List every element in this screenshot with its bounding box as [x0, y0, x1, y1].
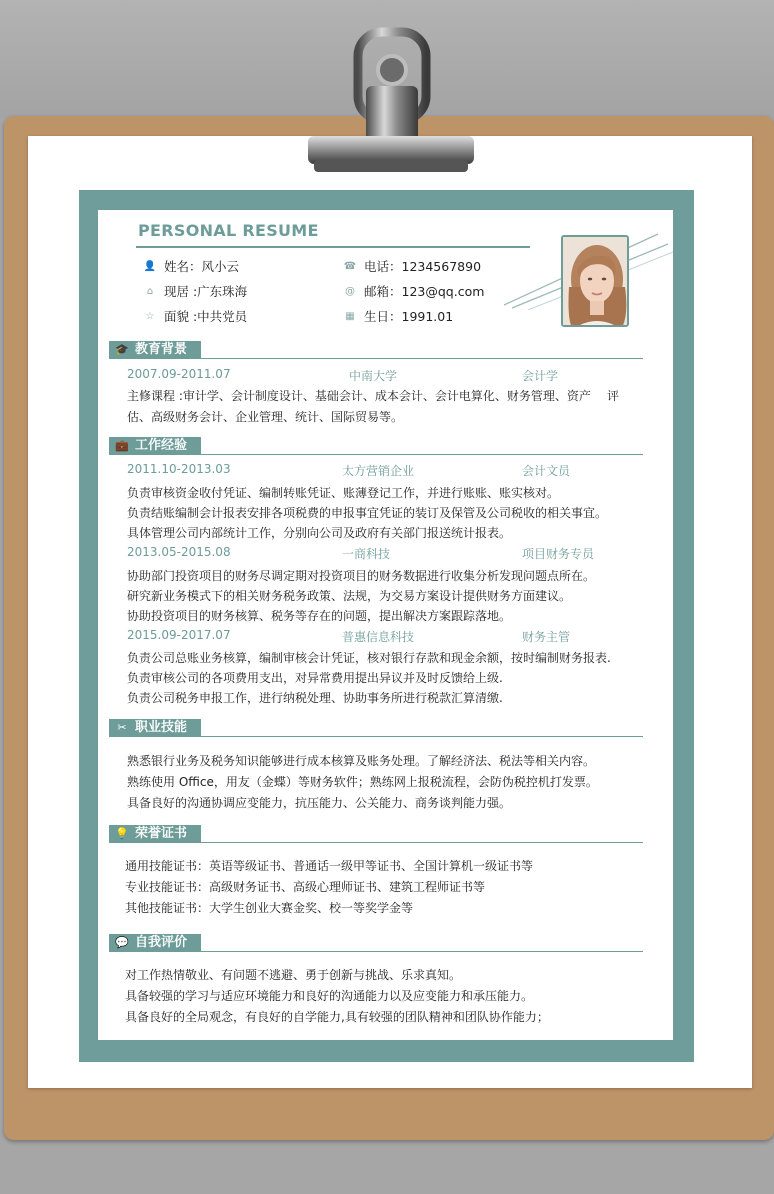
graduation-cap-icon: 🎓 [115, 343, 129, 356]
lightbulb-icon: 💡 [115, 827, 129, 840]
evaluation-line: 具备较强的学习与适应环境能力和良好的沟通能力以及应变能力和承压能力。 [125, 989, 534, 1003]
skill-line: 具备良好的沟通协调应变能力，抗压能力、公关能力、商务谈判能力强。 [127, 796, 512, 810]
section-education-header: 🎓 教育背景 [109, 341, 643, 359]
work-line: 研究新业务模式下的相关财务税务政策、法规，为交易方案设计提供财务方面建议。 [127, 589, 572, 603]
binder-clip-icon [300, 24, 480, 176]
work-date: 2015.09-2017.07 [127, 628, 231, 642]
work-date: 2013.05-2015.08 [127, 545, 231, 559]
info-name: 👤 姓名：风小云 [143, 259, 240, 274]
info-residence: ⌂ 现居 :广东珠海 [142, 282, 247, 300]
section-evaluation-header: 💬 自我评价 [109, 934, 643, 952]
work-line: 负责审核公司的各项费用支出，对异常费用提出异议并及时反馈给上级. [127, 671, 503, 685]
phone-icon: ☎ [343, 260, 357, 272]
evaluation-line: 对工作热情敬业、有问题不逃避、勇于创新与挑战、乐求真知。 [125, 968, 462, 982]
education-courses-line1: 主修课程 :审计学、会计制度设计、基础会计、成本会计、会计电算化、财务管理、资产 [127, 389, 591, 403]
honor-line: 通用技能证书：英语等级证书、普通话一级甲等证书、全国计算机一级证书等 [125, 859, 534, 873]
work-line: 负责公司总账业务核算，编制审核会计凭证，核对银行存款和现金余额，按时编制财务报表. [127, 651, 611, 665]
page-title: PERSONAL RESUME [138, 221, 319, 240]
chat-bubble-icon: 💬 [115, 936, 129, 949]
education-courses-line2: 估、高级财务会计、企业管理、统计、国际贸易等。 [127, 410, 404, 424]
portrait-icon [563, 237, 629, 327]
education-date: 2007.09-2011.07 [127, 367, 231, 381]
profile-photo [561, 235, 629, 327]
work-line: 负责结账编制会计报表安排各项税费的申报事宜凭证的装订及保管及公司税收的相关事宜。 [127, 506, 608, 520]
skill-line: 熟悉银行业务及税务知识能够进行成本核算及账务处理。了解经济法、税法等相关内容。 [127, 754, 596, 768]
work-line: 协助投资项目的财务核算、税务等存在的问题，提出解决方案跟踪落地。 [127, 609, 512, 623]
at-icon: @ [345, 285, 355, 297]
education-school: 中南大学 [349, 369, 398, 383]
work-position: 项目财务专员 [522, 547, 595, 561]
work-line: 协助部门投资项目的财务尽调定期对投资项目的财务数据进行收集分析发现问题点所在。 [127, 569, 596, 583]
user-icon: 👤 [143, 260, 157, 272]
work-position: 财务主管 [522, 630, 571, 644]
info-birthday: ▦ 生日：1991.01 [342, 307, 453, 325]
section-skills-header: ✂ 职业技能 [109, 719, 643, 737]
title-divider [136, 246, 530, 248]
resume-sheet [98, 210, 673, 1040]
info-phone: ☎ 电话：1234567890 [343, 259, 482, 274]
work-line: 具体管理公司内部统计工作，分别向公司及政府有关部门报送统计报表。 [127, 526, 512, 540]
section-work-header: 💼 工作经验 [109, 437, 643, 455]
star-icon: ☆ [145, 310, 155, 322]
work-line: 负责审核资金收付凭证、编制转账凭证、账薄登记工作，并进行账账、账实核对。 [127, 486, 560, 500]
work-date: 2011.10-2013.03 [127, 462, 231, 476]
evaluation-line: 具备良好的全局观念，有良好的自学能力,具有较强的团队精神和团队协作能力； [125, 1010, 549, 1024]
honor-line: 专业技能证书：高级财务证书、高级心理师证书、建筑工程师证书等 [125, 880, 486, 894]
resume-frame [79, 190, 694, 1062]
tools-icon: ✂ [117, 721, 127, 734]
work-position: 会计文员 [522, 464, 571, 478]
info-email: @ 邮箱：123@qq.com [342, 282, 484, 300]
honor-line: 其他技能证书：大学生创业大赛金奖、校一等奖学金等 [125, 901, 414, 915]
work-company: 一商科技 [342, 547, 391, 561]
work-company: 太方营销企业 [342, 464, 415, 478]
briefcase-icon: 💼 [115, 439, 129, 452]
calendar-icon: ▦ [345, 310, 355, 322]
work-company: 普惠信息科技 [342, 630, 415, 644]
work-line: 负责公司税务申报工作，进行纳税处理、协助事务所进行税款汇算清缴. [127, 691, 503, 705]
education-courses-end: 评 [607, 389, 620, 403]
home-icon: ⌂ [146, 285, 154, 297]
education-major: 会计学 [522, 369, 559, 383]
skill-line: 熟练使用 Office，用友（金蝶）等财务软件；熟练网上报税流程，会防伪税控机打发票。 [127, 775, 598, 789]
info-politics: ☆ 面貌 :中共党员 [142, 307, 247, 325]
section-honors-header: 💡 荣誉证书 [109, 825, 643, 843]
